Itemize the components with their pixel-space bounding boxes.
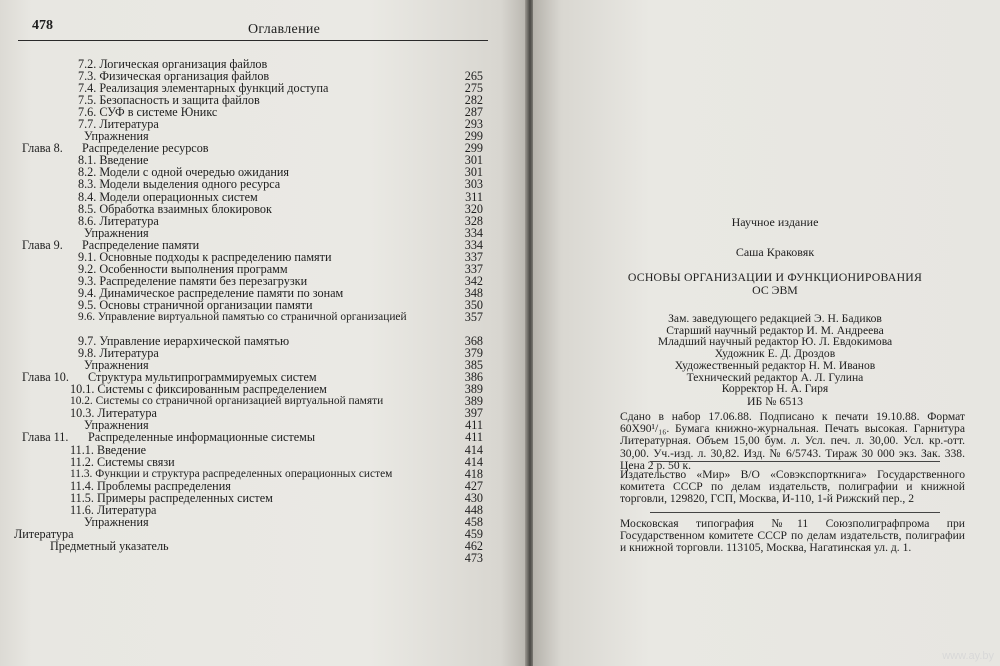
toc-page-number: 301 bbox=[464, 153, 483, 168]
separator-line bbox=[650, 512, 940, 513]
toc-entry-title: 10.1. Системы с фиксированным распределением bbox=[70, 382, 327, 397]
toc-page-number: 386 bbox=[464, 370, 483, 385]
toc-row bbox=[14, 383, 489, 395]
toc-page-number: 293 bbox=[464, 117, 483, 132]
toc-entry-title: Упражнения bbox=[84, 418, 149, 433]
credit-line: Технический редактор А. Л. Гулина bbox=[686, 370, 864, 384]
toc-row bbox=[14, 540, 489, 552]
toc-page-number: 414 bbox=[464, 442, 483, 457]
toc-chapter-row bbox=[14, 239, 489, 251]
toc-entry-title: Упражнения bbox=[84, 129, 149, 144]
toc-page-number: 448 bbox=[464, 502, 483, 517]
toc-entry-title: 9.5. Основы страничной организации памяти bbox=[78, 297, 313, 312]
toc-page-number: 282 bbox=[464, 93, 483, 108]
toc-entry-title: 7.6. СУФ в системе Юникс bbox=[78, 105, 218, 120]
toc-row bbox=[14, 227, 489, 239]
printer-info: Московская типография №11 Союзполиграфпрома при Государственном комитете СССР по делам издательств, полиграфии и книжной торговли. 113105, Москва, Нагатинская ул. д. 1. bbox=[620, 517, 965, 555]
separator-line bbox=[650, 461, 940, 462]
toc-chapter-label: Глава 11. bbox=[22, 430, 69, 445]
toc-page-number: 368 bbox=[464, 334, 483, 349]
toc-entry-title: 10.3. Литература bbox=[70, 406, 157, 421]
table-of-contents bbox=[14, 58, 489, 564]
toc-row bbox=[14, 444, 489, 456]
toc-chapter-label: Глава 9. bbox=[22, 237, 63, 252]
toc-entry-title: 8.5. Обработка взаимных блокировок bbox=[78, 201, 272, 216]
credit-line: Художественный редактор Н. М. Иванов bbox=[674, 358, 876, 372]
toc-row bbox=[14, 215, 489, 227]
toc-chapter-label: Глава 8. bbox=[22, 141, 63, 156]
toc-page-number: 385 bbox=[464, 358, 483, 373]
toc-page-number: 337 bbox=[464, 249, 483, 264]
toc-page-number: 397 bbox=[464, 406, 483, 421]
credit-line: Корректор Н. А. Гиря bbox=[721, 382, 829, 396]
book-title-line1: ОСНОВЫ ОРГАНИЗАЦИИ И ФУНКЦИОНИРОВАНИЯ bbox=[627, 270, 923, 284]
toc-entry-title: 7.3. Физическая организация файлов bbox=[78, 69, 270, 84]
author-name: Саша Краковяк bbox=[735, 245, 815, 259]
toc-page-number: 458 bbox=[464, 514, 483, 529]
toc-entry-title: Упражнения bbox=[84, 514, 149, 529]
toc-row bbox=[14, 492, 489, 504]
watermark: www.ay.by bbox=[942, 650, 994, 662]
toc-entry-title: Структура мультипрограммируемых систем bbox=[88, 370, 317, 385]
toc-entry-title: 9.7. Управление иерархической памятью bbox=[78, 334, 290, 349]
toc-entry-title: 11.4. Проблемы распределения bbox=[70, 478, 231, 493]
credit-line: Художник Е. Д. Дроздов bbox=[714, 347, 836, 361]
toc-row bbox=[14, 311, 489, 323]
toc-page-number: 320 bbox=[464, 201, 483, 216]
toc-row bbox=[14, 178, 489, 190]
toc-entry-title: 8.6. Литература bbox=[78, 213, 159, 228]
toc-page-number: 357 bbox=[464, 309, 483, 324]
toc-chapter-label: Глава 10. bbox=[22, 370, 69, 385]
toc-chapter-row bbox=[14, 431, 489, 443]
toc-page-number: 389 bbox=[464, 394, 483, 409]
toc-page-number: 265 bbox=[464, 69, 483, 84]
toc-entry-title: Предметный указатель bbox=[50, 538, 169, 553]
toc-page-number: 379 bbox=[464, 346, 483, 361]
toc-page-number: 303 bbox=[464, 177, 483, 192]
toc-page-number: 334 bbox=[464, 225, 483, 240]
toc-entry-title: 8.3. Модели выделения одного ресурса bbox=[78, 177, 281, 192]
toc-page-number: 473 bbox=[464, 550, 483, 565]
toc-page-number: 389 bbox=[464, 382, 483, 397]
credit-line: Младший научный редактор Ю. Л. Евдокимова bbox=[657, 335, 893, 349]
toc-row bbox=[14, 516, 489, 528]
toc-page-number: 337 bbox=[464, 261, 483, 276]
toc-row bbox=[14, 191, 489, 203]
toc-entry-title: 7.7. Литература bbox=[78, 117, 159, 132]
toc-entry-title: 11.2. Системы связи bbox=[70, 454, 175, 469]
toc-entry-title: 11.5. Примеры распределенных систем bbox=[70, 490, 273, 505]
toc-entry-title: Упражнения bbox=[84, 225, 149, 240]
toc-entry-title: 8.1. Введение bbox=[78, 153, 149, 168]
toc-entry-title: 11.3. Функции и структура распределенных операционных систем bbox=[70, 467, 393, 480]
page-header bbox=[18, 16, 488, 41]
toc-page-number: 275 bbox=[464, 81, 483, 96]
toc-row bbox=[14, 504, 489, 516]
toc-entry-title: 7.4. Реализация элементарных функций доступа bbox=[78, 81, 329, 96]
toc-page-number: 418 bbox=[464, 466, 483, 481]
toc-page-number: 334 bbox=[464, 237, 483, 252]
toc-entry-title: 8.2. Модели с одной очередью ожидания bbox=[78, 165, 290, 180]
toc-entry-title: Литература bbox=[14, 526, 74, 541]
toc-page-number: 411 bbox=[465, 430, 483, 445]
toc-row bbox=[14, 480, 489, 492]
toc-page-number: 430 bbox=[464, 490, 483, 505]
credit-line: Старший научный редактор И. М. Андреева bbox=[666, 323, 884, 337]
toc-entry-title: 8.4. Модели операционных систем bbox=[78, 189, 258, 204]
toc-entry-title: 9.6. Управление виртуальной памятью со страничной организацией bbox=[78, 310, 407, 323]
toc-row bbox=[14, 552, 489, 564]
toc-page-number: 350 bbox=[464, 297, 483, 312]
publisher-info: Издательство «Мир» В/О «Совэкспорткнига» Государственного комитета СССР по делам издательств, полиграфии и книжной торговли, 129820, ГСП, Москва, И-110, 1-й Рижский пер., 2 bbox=[620, 468, 965, 506]
print-info: Сдано в набор 17.06.88. Подписано к печати 19.10.88. Формат 60X90¹/₁₆. Бумага книжно-журнальная. Печать высокая. Гарнитура Литературная. Объем 15,00 бум. л. Усл. печ. л. 30,00. Усл. кр.-отт. 30,00. Уч.-изд. л. 30,82. Изд. № 6/5743. Тираж 30 000 экз. Зак. 338. Цена 2 р. 50 к. bbox=[620, 410, 965, 472]
toc-entry-title: 7.5. Безопасность и защита файлов bbox=[78, 93, 260, 108]
page-number: 478 bbox=[32, 18, 53, 33]
toc-entry-title: 7.2. Логическая организация файлов bbox=[78, 57, 268, 71]
toc-entry-title: 9.2. Особенности выполнения программ bbox=[78, 261, 288, 276]
toc-row bbox=[14, 299, 489, 311]
toc-row bbox=[14, 468, 489, 480]
toc-entry-title: 9.4. Динамическое распределение памяти по зонам bbox=[78, 285, 344, 300]
toc-page-number: 348 bbox=[464, 285, 483, 300]
toc-entry-title: 10.2. Системы со страничной организацией виртуальной памяти bbox=[70, 395, 384, 408]
toc-entry-title: Распределение памяти bbox=[82, 237, 200, 252]
toc-page-number: 342 bbox=[464, 273, 483, 288]
toc-page-number: 427 bbox=[464, 478, 483, 493]
toc-page-number: 299 bbox=[464, 141, 483, 156]
ib-number: ИБ № 6513 bbox=[746, 394, 804, 408]
toc-entry-title: 9.1. Основные подходы к распределению памяти bbox=[78, 249, 332, 264]
toc-page-number: 299 bbox=[464, 129, 483, 144]
toc-page-number: 462 bbox=[464, 538, 483, 553]
edition-type: Научное издание bbox=[731, 215, 819, 229]
toc-entry-title: 9.3. Распределение памяти без перезагрузки bbox=[78, 273, 308, 288]
toc-page-number: 328 bbox=[464, 213, 483, 228]
toc-page-number: 301 bbox=[464, 165, 483, 180]
toc-entry-title: Распределение ресурсов bbox=[82, 141, 209, 156]
toc-entry-title: 11.1. Введение bbox=[70, 442, 147, 457]
toc-row bbox=[14, 251, 489, 263]
toc-page-number: 414 bbox=[464, 454, 483, 469]
toc-page-number: 287 bbox=[464, 105, 483, 120]
header-title: Оглавление bbox=[248, 22, 321, 37]
toc-page-number: 411 bbox=[465, 418, 483, 433]
toc-page-number: 311 bbox=[465, 189, 483, 204]
toc-entry-title: Упражнения bbox=[84, 358, 149, 373]
book-title-line2: ОС ЭВМ bbox=[752, 283, 798, 297]
credit-line: Зам. заведующего редакцией Э. Н. Бадиков bbox=[668, 312, 882, 325]
toc-entry-title: 11.6. Литература bbox=[70, 502, 157, 517]
toc-page-number: 459 bbox=[464, 526, 483, 541]
toc-row bbox=[14, 203, 489, 215]
toc-entry-title: 9.8. Литература bbox=[78, 346, 159, 361]
toc-entry-title: Распределенные информационные системы bbox=[88, 430, 316, 445]
toc-row bbox=[14, 456, 489, 468]
